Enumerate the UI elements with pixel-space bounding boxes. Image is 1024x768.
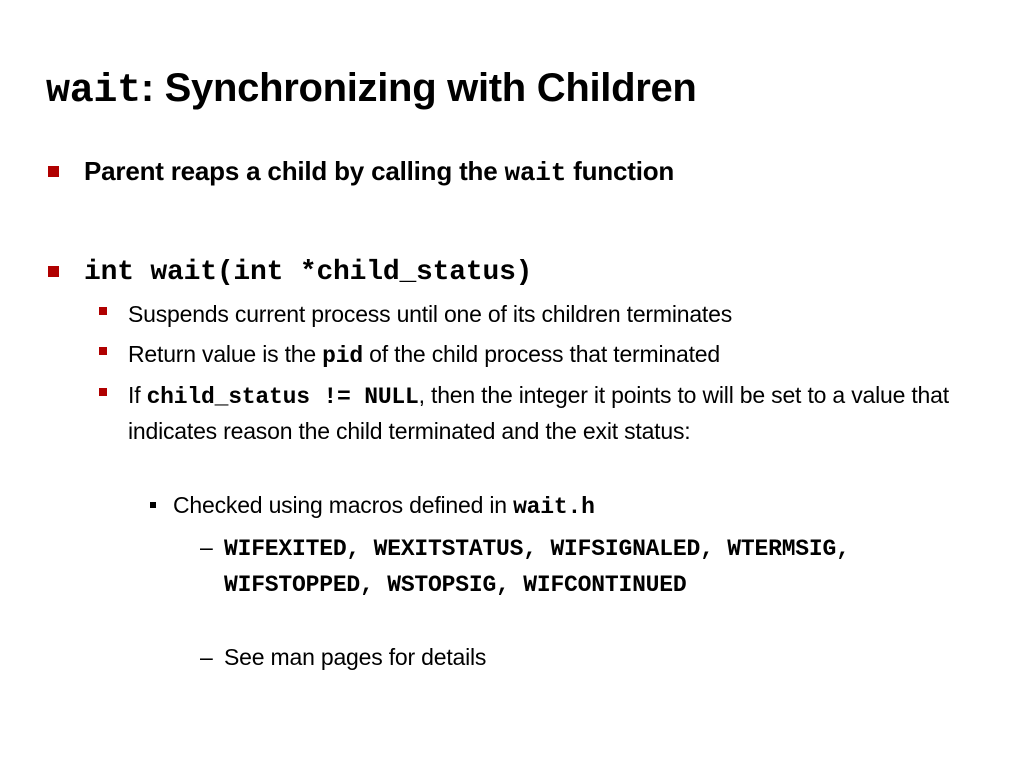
bullet-parent-reaps [84, 154, 674, 190]
sub-bullet-3-pre: If [128, 382, 147, 408]
wait-signature-code: int wait(int *child_status) [84, 257, 533, 288]
sub-bullet-return-value [128, 337, 988, 373]
bullet-wait-signature [84, 253, 532, 290]
sub-bullet-square-icon [99, 347, 107, 355]
sub-bullet-2-post: of the child process that terminated [362, 341, 720, 367]
dash-item-macro-list [224, 530, 854, 602]
sub-bullet-suspends [128, 297, 988, 331]
sub-sub-bullet-macros [173, 488, 595, 524]
sub-bullet-2-pre: Return value is the [128, 341, 323, 367]
man-pages-text: See man pages for details [224, 644, 487, 670]
bullet-1-code: wait [504, 158, 567, 188]
title-code: wait [46, 69, 141, 114]
sub-bullet-square-icon [99, 307, 107, 315]
dash-item-man-pages [224, 640, 864, 674]
sub-sub-bullet-square-icon [150, 502, 156, 508]
bullet-square-icon [48, 266, 59, 277]
sub-bullet-1-text: Suspends current process until one of its children terminates [128, 301, 733, 327]
bullet-square-icon [48, 166, 59, 177]
slide-title [46, 62, 697, 118]
bullet-1-pre: Parent reaps a child by calling the [84, 156, 505, 186]
sub-sub-bullet-pre: Checked using macros defined in [173, 492, 514, 518]
bullet-1-post: function [566, 156, 675, 186]
sub-bullet-3-code: child_status != NULL [146, 384, 419, 410]
sub-bullet-3-post: , then the integer it points to will be set to a value that indicates reason the child terminated and the exit status: [128, 382, 949, 444]
sub-bullet-square-icon [99, 388, 107, 396]
sub-bullet-child-status [128, 378, 958, 448]
sub-sub-bullet-code: wait.h [513, 494, 595, 520]
dash-marker: – [200, 534, 213, 560]
title-text: : Synchronizing with Children [140, 66, 697, 110]
macro-list-code: WIFEXITED, WEXITSTATUS, WIFSIGNALED, WTERMSIG, WIFSTOPPED, WSTOPSIG, WIFCONTINUED [224, 536, 850, 598]
dash-marker: – [200, 644, 213, 670]
sub-bullet-2-code: pid [322, 343, 363, 369]
